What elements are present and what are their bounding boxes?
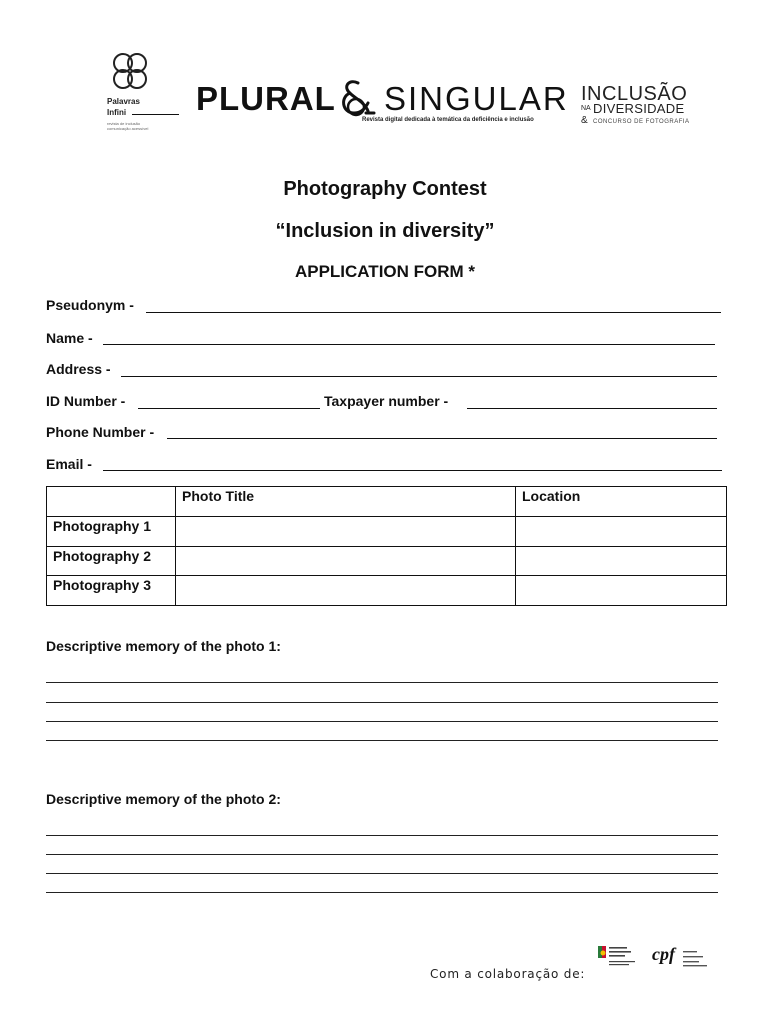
- clover-icon: [104, 52, 156, 96]
- contest-title: Photography Contest: [283, 178, 487, 200]
- photo-1-title-cell[interactable]: [176, 516, 516, 546]
- name-label: Name -: [46, 330, 93, 346]
- memory-photo-1-label: Descriptive memory of the photo 1:: [46, 638, 281, 654]
- palavras-text: Palavras: [107, 97, 140, 106]
- ampersand-wheelchair-icon: [336, 77, 380, 119]
- table-row: [47, 546, 727, 576]
- memory-2-line-3[interactable]: [46, 873, 718, 874]
- table-header-location: Location: [516, 487, 727, 517]
- government-emblem-icon: [598, 944, 646, 968]
- row-label-photography-2: Photography 2: [47, 546, 176, 576]
- form-title: APPLICATION FORM *: [294, 262, 476, 281]
- table-header-empty: [47, 487, 176, 517]
- logo-underline: [132, 114, 179, 115]
- cpf-text: cpf: [652, 944, 675, 964]
- memory-1-line-1[interactable]: [46, 682, 718, 683]
- row-label-photography-3: Photography 3: [47, 576, 176, 606]
- photo-3-title-cell[interactable]: [176, 576, 516, 606]
- concurso-text: CONCURSO DE FOTOGRAFIA: [593, 119, 690, 125]
- photo-3-location-cell[interactable]: [516, 576, 727, 606]
- memory-1-line-4[interactable]: [46, 740, 718, 741]
- inclusao-text: INCLUSÃO: [581, 83, 688, 105]
- table-row: [47, 516, 727, 546]
- theme-title: “Inclusion in diversity”: [275, 220, 495, 242]
- pseudonym-field[interactable]: [146, 312, 721, 313]
- id-number-label: ID Number -: [46, 393, 126, 409]
- photo-1-location-cell[interactable]: [516, 516, 727, 546]
- infini-text: Infini: [107, 108, 127, 117]
- photo-2-location-cell[interactable]: [516, 546, 727, 576]
- table-header-photo-title: Photo Title: [176, 487, 516, 517]
- table-row: [47, 576, 727, 606]
- id-number-field[interactable]: [138, 408, 320, 409]
- ampersand-icon: &: [581, 115, 588, 126]
- table-header-row: [47, 487, 727, 517]
- palavras-sub1: revista de inclusão: [107, 121, 141, 126]
- plural-text: PLURAL: [196, 80, 336, 117]
- cpf-subtext-icon: [683, 950, 713, 968]
- address-field[interactable]: [121, 376, 717, 377]
- phone-field[interactable]: [167, 438, 717, 439]
- row-label-photography-1: Photography 1: [47, 516, 176, 546]
- memory-1-line-2[interactable]: [46, 702, 718, 703]
- photo-2-title-cell[interactable]: [176, 546, 516, 576]
- phone-label: Phone Number -: [46, 424, 155, 440]
- tagline-text: Revista digital dedicada à temática da deficiência e inclusão: [362, 117, 534, 123]
- diversidade-text: DIVERSIDADE: [593, 101, 685, 116]
- name-field[interactable]: [103, 344, 715, 345]
- taxpayer-field[interactable]: [467, 408, 717, 409]
- address-label: Address -: [46, 361, 111, 377]
- palavras-sub2: comunicação acessível: [107, 126, 149, 131]
- photo-table: [46, 486, 727, 606]
- memory-2-line-2[interactable]: [46, 854, 718, 855]
- pseudonym-label: Pseudonym -: [46, 297, 134, 313]
- email-field[interactable]: [103, 470, 722, 471]
- email-label: Email -: [46, 456, 92, 472]
- na-text: NA: [581, 105, 591, 112]
- memory-photo-2-label: Descriptive memory of the photo 2:: [46, 791, 281, 807]
- memory-2-line-1[interactable]: [46, 835, 718, 836]
- collaboration-text: Com a colaboração de:: [430, 967, 586, 981]
- memory-2-line-4[interactable]: [46, 892, 718, 893]
- taxpayer-label: Taxpayer number -: [324, 393, 449, 409]
- memory-1-line-3[interactable]: [46, 721, 718, 722]
- singular-text: SINGULAR: [384, 80, 569, 117]
